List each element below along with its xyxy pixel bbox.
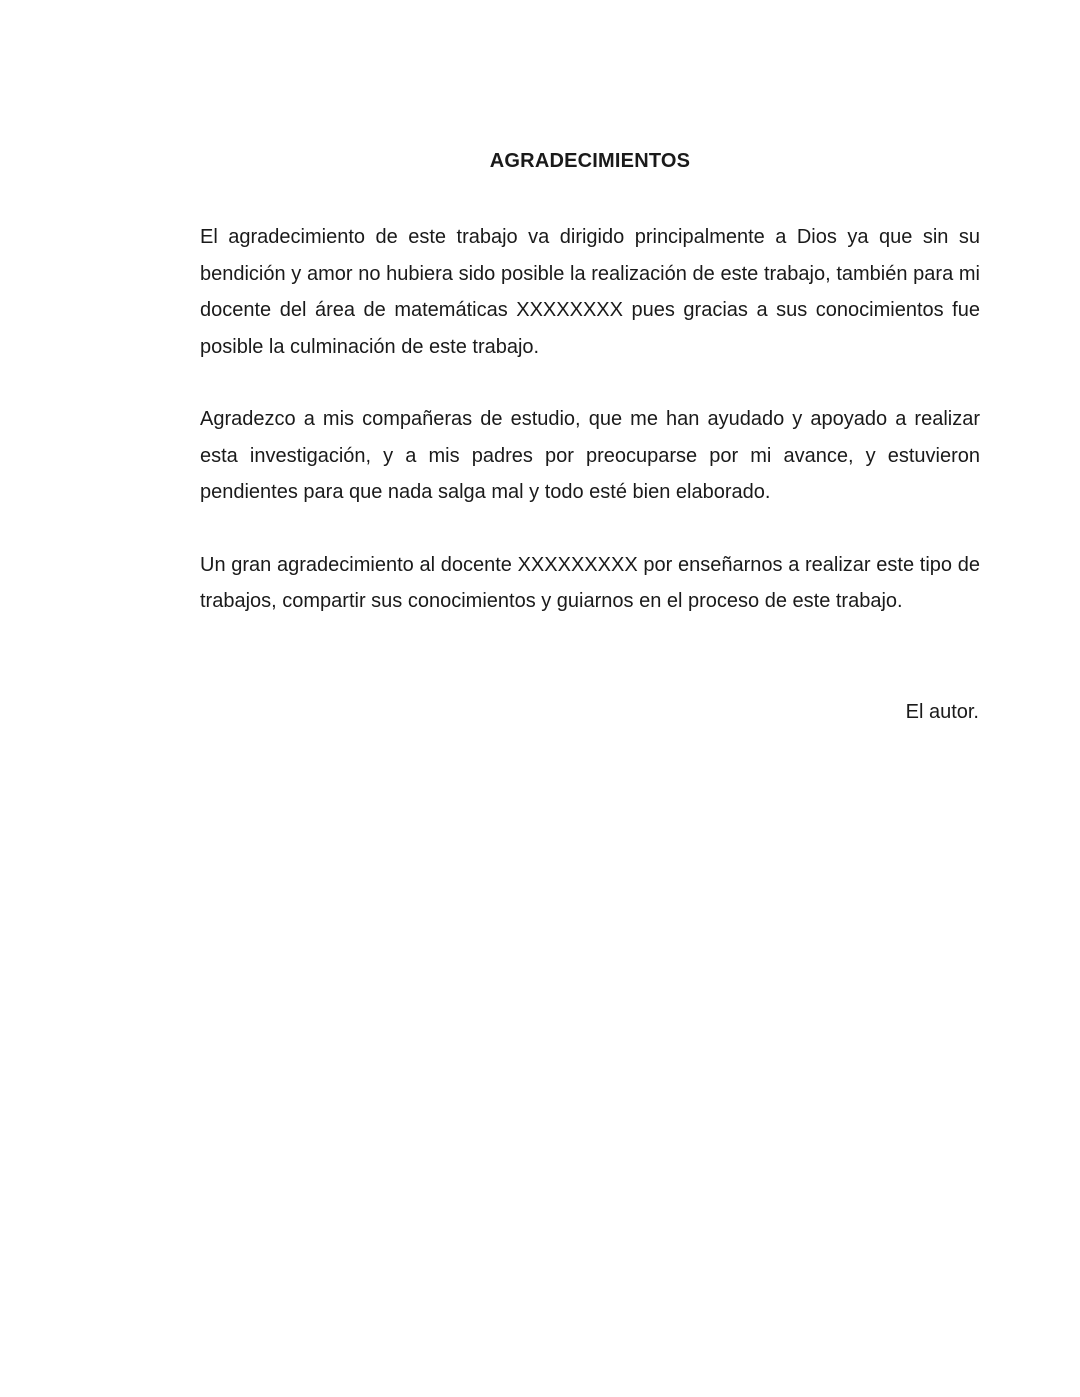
paragraph-3: Un gran agradecimiento al docente XXXXXXXXX por enseñarnos a realizar este tipo de trabajos, compartir sus conocimientos y guiarnos en el proceso de este trabajo.	[200, 553, 980, 612]
paragraph-1: El agradecimiento de este trabajo va dirigido principalmente a Dios ya que sin su bendición y amor no hubiera sido posible la realización de este trabajo, también para mi docente del área de matemáticas XXXXXXXX pues gracias a sus conocimientos fue posible la culminación de este trabajo.	[200, 226, 980, 358]
paragraph-2: Agradezco a mis compañeras de estudio, que me han ayudado y apoyado a realizar esta investigación, y a mis padres por preocuparse por mi avance, y estuvieron pendientes para que nada salga mal y todo esté bien elaborado.	[200, 408, 980, 503]
document-body	[200, 219, 980, 656]
author-signature: El autor.	[905, 701, 979, 723]
page-title: AGRADECIMIENTOS	[489, 150, 691, 172]
